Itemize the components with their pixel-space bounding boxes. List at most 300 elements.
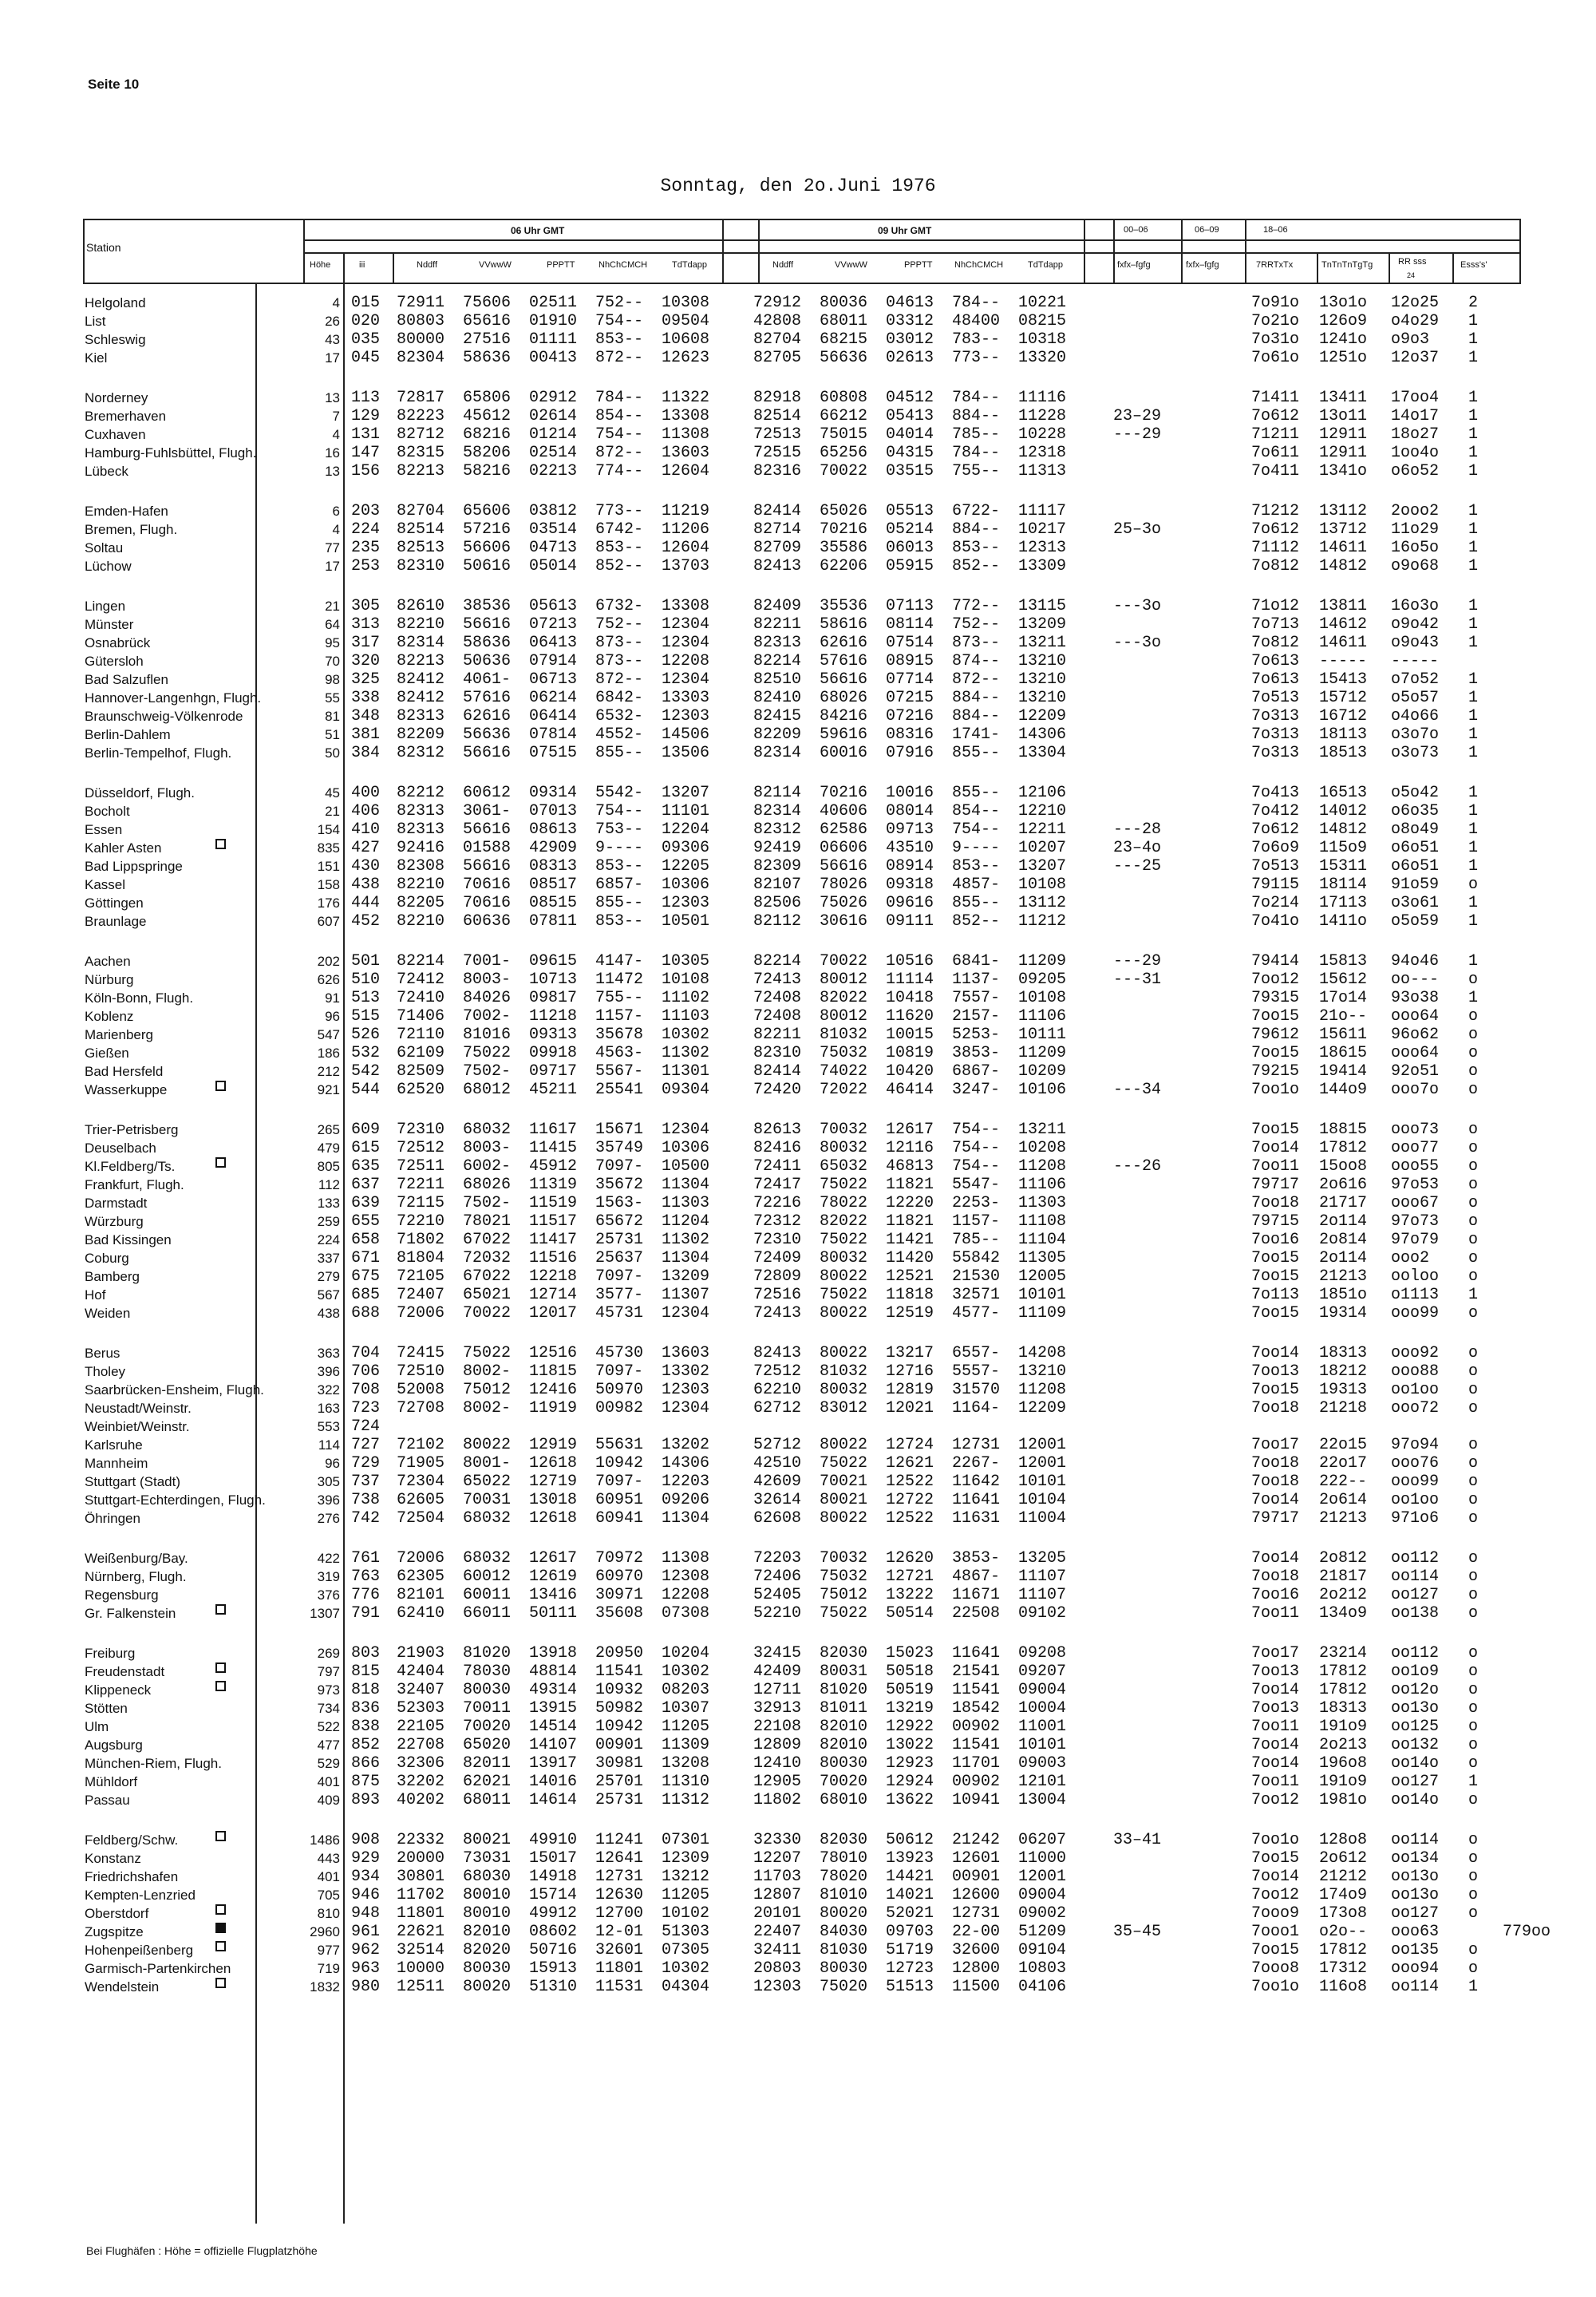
obs09-clouds: 00902 xyxy=(952,1773,1001,1791)
obs06-vvwww: 70031 xyxy=(463,1491,512,1509)
snow-code: o xyxy=(1468,1754,1479,1773)
obs09-clouds: 2253- xyxy=(952,1194,1001,1212)
obs09-nddff: 82314 xyxy=(753,802,802,820)
precip-group: oo13o xyxy=(1391,1699,1440,1718)
obs06-ppptt: 14614 xyxy=(529,1791,578,1809)
max-temp-group: 7oo15 xyxy=(1251,1044,1300,1062)
snow-code: o xyxy=(1468,1362,1479,1381)
obs06-vvwww: 80021 xyxy=(463,1831,512,1849)
header-vline xyxy=(1317,252,1318,284)
snow-code: o xyxy=(1468,1568,1479,1586)
station-name: Feldberg/Schw. xyxy=(85,1832,179,1848)
table-row xyxy=(0,820,1596,839)
obs06-dewpoint: 12303 xyxy=(662,894,710,912)
obs06-clouds: 7097- xyxy=(595,1267,644,1286)
obs09-dewpoint: 12106 xyxy=(1018,784,1067,802)
obs06-ppptt: 07814 xyxy=(529,725,578,744)
station-height: 26 xyxy=(325,314,340,329)
station-height: 977 xyxy=(317,1943,340,1958)
min-temp-group: 173o8 xyxy=(1319,1904,1368,1923)
max-temp-group: 7oo15 xyxy=(1251,1381,1300,1399)
obs06-dewpoint: 12303 xyxy=(662,707,710,725)
max-temp-group: 7oo18 xyxy=(1251,1399,1300,1417)
obs06-vvwww: 4061- xyxy=(463,670,512,689)
obs09-dewpoint: 09004 xyxy=(1018,1886,1067,1904)
obs09-vvwww: 80036 xyxy=(820,294,868,312)
obs06-nddff: 52303 xyxy=(397,1699,445,1718)
station-height: 114 xyxy=(318,1437,340,1453)
table-row xyxy=(0,634,1596,652)
obs06-vvwww: 65022 xyxy=(463,1473,512,1491)
obs06-clouds: 35749 xyxy=(595,1139,644,1157)
station-index: 515 xyxy=(351,1007,381,1026)
obs09-nddff: 82918 xyxy=(753,389,802,407)
min-temp-group: 13811 xyxy=(1319,597,1368,615)
obs06-dewpoint: 12304 xyxy=(662,1121,710,1139)
obs09-dewpoint: 12001 xyxy=(1018,1868,1067,1886)
max-temp-group: 7oo11 xyxy=(1251,1718,1300,1736)
obs09-nddff: 72310 xyxy=(753,1231,802,1249)
station-index: 609 xyxy=(351,1121,381,1139)
obs06-vvwww: 60612 xyxy=(463,784,512,802)
precip-group: o6o35 xyxy=(1391,802,1440,820)
obs06-clouds: 25637 xyxy=(595,1249,644,1267)
table-row xyxy=(0,1344,1596,1362)
snow-code: 1 xyxy=(1468,707,1479,725)
station-height: 133 xyxy=(317,1196,340,1211)
max-temp-group: 7oo14 xyxy=(1251,1139,1300,1157)
obs09-clouds: 12600 xyxy=(952,1886,1001,1904)
table-row xyxy=(0,1286,1596,1304)
station-height: 50 xyxy=(325,745,340,761)
header-col: 7RRTxTx xyxy=(1256,260,1294,270)
station-name: Soltau xyxy=(85,540,124,555)
min-temp-group: 15612 xyxy=(1319,971,1368,989)
obs09-dewpoint: 10106 xyxy=(1018,1081,1067,1099)
header-vline xyxy=(1181,219,1183,284)
station-height: 337 xyxy=(317,1251,340,1266)
min-temp-group: 15813 xyxy=(1319,952,1368,971)
obs09-nddff: 12905 xyxy=(753,1773,802,1791)
obs09-nddff: 72417 xyxy=(753,1176,802,1194)
precip-group: 97o53 xyxy=(1391,1176,1440,1194)
obs09-dewpoint: 11104 xyxy=(1018,1231,1067,1249)
obs06-vvwww: 8002- xyxy=(463,1362,512,1381)
precip-group: oo112 xyxy=(1391,1644,1440,1662)
header-vline xyxy=(1245,219,1246,284)
station-name: Bad Kissingen xyxy=(85,1232,172,1247)
obs09-vvwww: 75020 xyxy=(820,1978,868,1996)
min-temp-group: 19314 xyxy=(1319,1304,1368,1322)
obs09-clouds: 5557- xyxy=(952,1362,1001,1381)
obs09-ppptt: 43510 xyxy=(886,839,934,857)
station-index: 313 xyxy=(351,615,381,634)
obs06-clouds: 1157- xyxy=(595,1007,644,1026)
obs09-dewpoint: 13205 xyxy=(1018,1549,1067,1568)
filled-square-icon xyxy=(215,1923,226,1933)
table-row xyxy=(0,1267,1596,1286)
station-index: 776 xyxy=(351,1586,381,1604)
extra-value: 779oo xyxy=(1503,1923,1551,1941)
max-temp-group: 71112 xyxy=(1251,539,1300,557)
table-row xyxy=(0,857,1596,876)
station-height: 96 xyxy=(325,1009,340,1024)
snow-code: 1 xyxy=(1468,597,1479,615)
station-height: 522 xyxy=(317,1719,340,1734)
obs09-vvwww: 80022 xyxy=(820,1436,868,1454)
obs09-ppptt: 10819 xyxy=(886,1044,934,1062)
station-index: 430 xyxy=(351,857,381,876)
obs06-vvwww: 8001- xyxy=(463,1454,512,1473)
table-row xyxy=(0,1699,1596,1718)
gust-range: ---28 xyxy=(1113,820,1162,839)
table-row xyxy=(0,1549,1596,1568)
obs06-vvwww: 56616 xyxy=(463,744,512,762)
obs06-clouds: 11241 xyxy=(595,1831,644,1849)
table-row xyxy=(0,784,1596,802)
station-height: 259 xyxy=(317,1214,340,1229)
obs09-ppptt: 09713 xyxy=(886,820,934,839)
max-temp-group: 7oo15 xyxy=(1251,1849,1300,1868)
obs09-nddff: 72515 xyxy=(753,444,802,462)
precip-group: ooo94 xyxy=(1391,1959,1440,1978)
station-index: 946 xyxy=(351,1886,381,1904)
max-temp-group: 7o411 xyxy=(1251,462,1300,480)
obs06-nddff: 32407 xyxy=(397,1681,445,1699)
table-row xyxy=(0,876,1596,894)
obs06-clouds: 873-- xyxy=(595,634,644,652)
station-name: Klippeneck xyxy=(85,1682,152,1698)
obs09-nddff: 20101 xyxy=(753,1904,802,1923)
obs09-nddff: 11703 xyxy=(753,1868,802,1886)
obs09-vvwww: 75022 xyxy=(820,1176,868,1194)
obs06-clouds: 12641 xyxy=(595,1849,644,1868)
table-row xyxy=(0,1044,1596,1062)
obs06-dewpoint: 11312 xyxy=(662,1791,710,1809)
station-index: 742 xyxy=(351,1509,381,1528)
obs06-dewpoint: 11304 xyxy=(662,1249,710,1267)
obs06-dewpoint: 11307 xyxy=(662,1286,710,1304)
obs09-dewpoint: 11004 xyxy=(1018,1509,1067,1528)
obs06-dewpoint: 12308 xyxy=(662,1568,710,1586)
min-temp-group: 13o1o xyxy=(1319,294,1368,312)
snow-code: 1 xyxy=(1468,539,1479,557)
obs09-vvwww: 80022 xyxy=(820,1509,868,1528)
obs09-nddff: 72516 xyxy=(753,1286,802,1304)
station-name: Darmstadt xyxy=(85,1196,148,1211)
obs09-clouds: 784-- xyxy=(952,294,1001,312)
min-temp-group: 1411o xyxy=(1319,912,1368,931)
obs09-dewpoint: 04106 xyxy=(1018,1978,1067,1996)
station-height: 13 xyxy=(325,464,340,479)
obs06-nddff: 82310 xyxy=(397,557,445,575)
obs09-clouds: 22508 xyxy=(952,1604,1001,1623)
obs09-vvwww: 56616 xyxy=(820,670,868,689)
obs06-ppptt: 14107 xyxy=(529,1736,578,1754)
header-09gmt: 09 Uhr GMT xyxy=(878,225,932,236)
obs06-vvwww: 65020 xyxy=(463,1736,512,1754)
station-height: 422 xyxy=(317,1551,340,1566)
header-col: VVwwW xyxy=(835,260,867,270)
obs09-ppptt: 05513 xyxy=(886,502,934,520)
obs06-dewpoint: 07301 xyxy=(662,1831,710,1849)
station-index: 147 xyxy=(351,444,381,462)
obs09-ppptt: 11821 xyxy=(886,1176,934,1194)
obs06-clouds: 60951 xyxy=(595,1491,644,1509)
obs06-dewpoint: 13506 xyxy=(662,744,710,762)
snow-code: o xyxy=(1468,1509,1479,1528)
precip-group: oo13o xyxy=(1391,1868,1440,1886)
station-name: Nürburg xyxy=(85,972,134,987)
obs09-dewpoint: 12209 xyxy=(1018,707,1067,725)
max-temp-group: 7o612 xyxy=(1251,407,1300,425)
obs06-dewpoint: 12203 xyxy=(662,1473,710,1491)
max-temp-group: 7oo13 xyxy=(1251,1362,1300,1381)
station-height: 1832 xyxy=(310,1979,340,1995)
obs09-ppptt: 12617 xyxy=(886,1121,934,1139)
obs09-vvwww: 80012 xyxy=(820,971,868,989)
obs06-ppptt: 09313 xyxy=(529,1026,578,1044)
obs09-ppptt: 07514 xyxy=(886,634,934,652)
obs06-dewpoint: 11308 xyxy=(662,1549,710,1568)
table-row xyxy=(0,312,1596,330)
min-temp-group: 17812 xyxy=(1319,1941,1368,1959)
snow-code: 1 xyxy=(1468,444,1479,462)
station-index: 815 xyxy=(351,1662,381,1681)
obs09-ppptt: 12220 xyxy=(886,1194,934,1212)
obs06-vvwww: 81020 xyxy=(463,1644,512,1662)
obs09-vvwww: 70216 xyxy=(820,784,868,802)
obs06-dewpoint: 11302 xyxy=(662,1044,710,1062)
header-col: Esss's' xyxy=(1460,260,1487,270)
obs06-clouds: 752-- xyxy=(595,615,644,634)
max-temp-group: 7o41o xyxy=(1251,912,1300,931)
station-name: Hohenpeißenberg xyxy=(85,1943,194,1958)
obs09-clouds: 11541 xyxy=(952,1736,1001,1754)
obs09-ppptt: 12620 xyxy=(886,1549,934,1568)
precip-group: ooo76 xyxy=(1391,1454,1440,1473)
precip-group: ooloo xyxy=(1391,1267,1440,1286)
obs09-nddff: 82112 xyxy=(753,912,802,931)
obs06-ppptt: 11519 xyxy=(529,1194,578,1212)
obs06-vvwww: 7502- xyxy=(463,1062,512,1081)
obs06-vvwww: 7502- xyxy=(463,1194,512,1212)
station-group xyxy=(0,597,1596,762)
station-name: Osnabrück xyxy=(85,635,151,650)
min-temp-group: 22o17 xyxy=(1319,1454,1368,1473)
obs09-dewpoint: 13309 xyxy=(1018,557,1067,575)
obs06-ppptt: 12516 xyxy=(529,1344,578,1362)
obs09-clouds: 884-- xyxy=(952,407,1001,425)
obs09-dewpoint: 10108 xyxy=(1018,876,1067,894)
min-temp-group: 14012 xyxy=(1319,802,1368,820)
obs09-clouds: 5253- xyxy=(952,1026,1001,1044)
obs06-dewpoint: 10307 xyxy=(662,1699,710,1718)
table-row xyxy=(0,1417,1596,1436)
square-icon xyxy=(215,839,226,849)
obs09-dewpoint: 12005 xyxy=(1018,1267,1067,1286)
obs06-clouds: 4563- xyxy=(595,1044,644,1062)
snow-code: o xyxy=(1468,1176,1479,1194)
station-name: Bad Lippspringe xyxy=(85,859,183,874)
obs06-vvwww: 68032 xyxy=(463,1121,512,1139)
obs06-ppptt: 12218 xyxy=(529,1267,578,1286)
obs06-vvwww: 70616 xyxy=(463,894,512,912)
precip-group: oo127 xyxy=(1391,1773,1440,1791)
obs09-ppptt: 07714 xyxy=(886,670,934,689)
min-temp-group: 1251o xyxy=(1319,349,1368,367)
header-station: Station xyxy=(86,241,121,254)
station-name: Coburg xyxy=(85,1251,129,1266)
snow-code: o xyxy=(1468,1586,1479,1604)
obs09-ppptt: 50514 xyxy=(886,1604,934,1623)
gust-range: ---29 xyxy=(1113,425,1162,444)
snow-code: o xyxy=(1468,1044,1479,1062)
station-height: 4 xyxy=(332,427,340,442)
precip-group: ----- xyxy=(1391,652,1440,670)
min-temp-group: 21o-- xyxy=(1319,1007,1368,1026)
snow-code: o xyxy=(1468,1662,1479,1681)
obs06-vvwww: 70022 xyxy=(463,1304,512,1322)
max-temp-group: 7o214 xyxy=(1251,894,1300,912)
max-temp-group: 7ooo8 xyxy=(1251,1959,1300,1978)
snow-code: 1 xyxy=(1468,744,1479,762)
obs09-dewpoint: 13209 xyxy=(1018,615,1067,634)
max-temp-group: 7oo14 xyxy=(1251,1681,1300,1699)
station-height: 70 xyxy=(325,654,340,669)
obs09-nddff: 82114 xyxy=(753,784,802,802)
obs09-nddff: 62608 xyxy=(753,1509,802,1528)
obs06-ppptt: 49912 xyxy=(529,1904,578,1923)
obs09-nddff: 22407 xyxy=(753,1923,802,1941)
obs09-clouds: 853-- xyxy=(952,857,1001,876)
obs06-dewpoint: 14306 xyxy=(662,1454,710,1473)
station-name: Bremerhaven xyxy=(85,409,167,424)
station-name: Würzburg xyxy=(85,1214,144,1229)
precip-group: 16o5o xyxy=(1391,539,1440,557)
obs09-nddff: 82107 xyxy=(753,876,802,894)
table-row xyxy=(0,707,1596,725)
min-temp-group: 18313 xyxy=(1319,1344,1368,1362)
obs09-ppptt: 12021 xyxy=(886,1399,934,1417)
obs09-ppptt: 12924 xyxy=(886,1773,934,1791)
station-index: 980 xyxy=(351,1978,381,1996)
obs06-nddff: 82308 xyxy=(397,857,445,876)
obs06-dewpoint: 11102 xyxy=(662,989,710,1007)
max-temp-group: 7oo14 xyxy=(1251,1754,1300,1773)
max-temp-group: 7oo15 xyxy=(1251,1007,1300,1026)
max-temp-group: 7o612 xyxy=(1251,520,1300,539)
precip-group: oo112 xyxy=(1391,1549,1440,1568)
obs06-vvwww: 81016 xyxy=(463,1026,512,1044)
obs09-clouds: 12731 xyxy=(952,1436,1001,1454)
obs09-clouds: 11671 xyxy=(952,1586,1001,1604)
obs09-clouds: 21541 xyxy=(952,1662,1001,1681)
obs06-clouds: 11531 xyxy=(595,1978,644,1996)
precip-group: o8o49 xyxy=(1391,820,1440,839)
table-row xyxy=(0,1454,1596,1473)
obs06-nddff: 72211 xyxy=(397,1176,445,1194)
max-temp-group: 7oo16 xyxy=(1251,1231,1300,1249)
obs06-ppptt: 12618 xyxy=(529,1454,578,1473)
obs06-dewpoint: 13603 xyxy=(662,1344,710,1362)
obs06-nddff: 82209 xyxy=(397,725,445,744)
obs09-clouds: 48400 xyxy=(952,312,1001,330)
obs09-dewpoint: 11208 xyxy=(1018,1381,1067,1399)
precip-group: o5o57 xyxy=(1391,689,1440,707)
station-index: 791 xyxy=(351,1604,381,1623)
obs09-vvwww: 75012 xyxy=(820,1586,868,1604)
obs06-dewpoint: 11219 xyxy=(662,502,710,520)
obs06-ppptt: 12719 xyxy=(529,1473,578,1491)
snow-code: 1 xyxy=(1468,557,1479,575)
obs09-nddff: 82510 xyxy=(753,670,802,689)
obs06-clouds: 5567- xyxy=(595,1062,644,1081)
table-row xyxy=(0,839,1596,857)
precip-group: oo14o xyxy=(1391,1791,1440,1809)
obs06-nddff: 72006 xyxy=(397,1304,445,1322)
obs09-vvwww: 81030 xyxy=(820,1941,868,1959)
obs09-dewpoint: 11107 xyxy=(1018,1586,1067,1604)
obs09-vvwww: 82030 xyxy=(820,1644,868,1662)
precip-group: 18o27 xyxy=(1391,425,1440,444)
min-temp-group: 12911 xyxy=(1319,444,1368,462)
station-height: 77 xyxy=(325,540,340,555)
station-name: Berus xyxy=(85,1346,120,1361)
obs06-vvwww: 78021 xyxy=(463,1212,512,1231)
obs09-dewpoint: 10101 xyxy=(1018,1286,1067,1304)
min-temp-group: 18513 xyxy=(1319,744,1368,762)
obs09-vvwww: 80021 xyxy=(820,1491,868,1509)
obs06-nddff: 80000 xyxy=(397,330,445,349)
station-index: 020 xyxy=(351,312,381,330)
station-index: 542 xyxy=(351,1062,381,1081)
obs09-vvwww: 78020 xyxy=(820,1868,868,1886)
precip-group: ooo99 xyxy=(1391,1304,1440,1322)
station-index: 410 xyxy=(351,820,381,839)
obs06-nddff: 72110 xyxy=(397,1026,445,1044)
obs09-vvwww: 75022 xyxy=(820,1604,868,1623)
obs09-vvwww: 70020 xyxy=(820,1773,868,1791)
obs09-clouds: 6722- xyxy=(952,502,1001,520)
max-temp-group: 7oo15 xyxy=(1251,1121,1300,1139)
obs06-vvwww: 75606 xyxy=(463,294,512,312)
snow-code: 1 xyxy=(1468,1286,1479,1304)
obs09-ppptt: 04512 xyxy=(886,389,934,407)
gust-range: 25–3o xyxy=(1113,520,1162,539)
obs09-nddff: 72408 xyxy=(753,1007,802,1026)
precip-group: oo114 xyxy=(1391,1978,1440,1996)
min-temp-group: 13712 xyxy=(1319,520,1368,539)
snow-code: o xyxy=(1468,1736,1479,1754)
obs09-ppptt: 03012 xyxy=(886,330,934,349)
snow-code: o xyxy=(1468,1959,1479,1978)
max-temp-group: 79215 xyxy=(1251,1062,1300,1081)
min-temp-group: 15611 xyxy=(1319,1026,1368,1044)
obs09-ppptt: 07113 xyxy=(886,597,934,615)
obs06-clouds: 872-- xyxy=(595,670,644,689)
obs09-clouds: 11500 xyxy=(952,1978,1001,1996)
station-index: 838 xyxy=(351,1718,381,1736)
obs09-vvwww: 78026 xyxy=(820,876,868,894)
obs09-vvwww: 66212 xyxy=(820,407,868,425)
station-height: 43 xyxy=(325,332,340,347)
min-temp-group: 21212 xyxy=(1319,1868,1368,1886)
obs06-dewpoint: 09306 xyxy=(662,839,710,857)
snow-code: o xyxy=(1468,1549,1479,1568)
obs09-nddff: 72411 xyxy=(753,1157,802,1176)
station-index: 501 xyxy=(351,952,381,971)
